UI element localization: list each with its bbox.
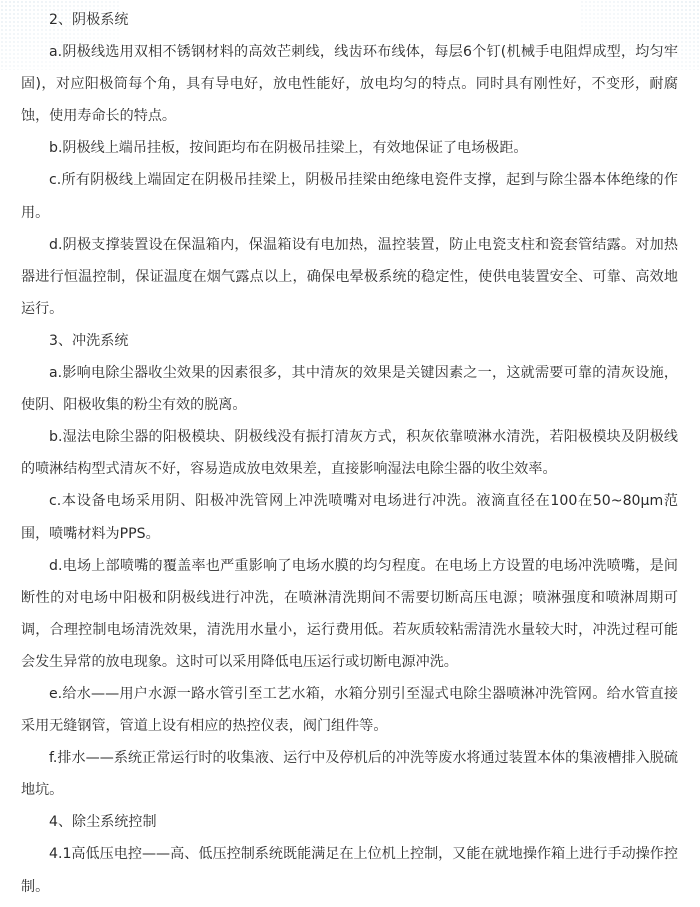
paragraph-flushing-b: b.湿法电除尘器的阳极模块、阴极线没有振打清灰方式，积灰依靠喷淋水清洗，若阳极模块及阴极线的喷淋结构型式清灰不好，容易造成放电效果差，直接影响湿法电除尘器的收尘效率。 xyxy=(21,429,678,478)
paragraph-cathode-a: a.阴极线选用双相不锈钢材料的高效芒刺线，线齿环布线体，每层6个钉(机械手电阻焊成型，均匀牢固)，对应阳极筒每个角，具有导电好，放电性能好，放电均匀的特点。同时具有刚性好，不变形，耐腐蚀，使用寿命长的特点。 xyxy=(21,44,678,125)
section-heading-cathode-system: 2、阴极系统 xyxy=(49,12,129,28)
section-heading-dust-control: 4、除尘系统控制 xyxy=(49,814,157,831)
paragraph-flushing-d: d.电场上部喷嘴的覆盖率也严重影响了电场水膜的均匀程度。在电场上方设置的电场冲洗喷嘴，是间断性的对电场中阳极和阴极线进行冲洗，在喷淋清洗期间不需要切断高压电源；喷淋强度和喷淋周期可调，合理控制电场清洗效果，清洗用水量小，运行费用低。若灰质较粘需清洗水量较大时，冲洗过程可能会发生异常的放电现象。这时可以采用降低电压运行或切断电源冲洗。 xyxy=(21,557,678,670)
paragraph-cathode-b: b.阴极线上端吊挂板，按间距均布在阴极吊挂梁上，有效地保证了电场极距。 xyxy=(49,140,528,157)
paragraph-control-4-1: 4.1高低压电控——高、低压控制系统既能满足在上位机上控制，又能在就地操作箱上进行手动操作控制。 xyxy=(21,846,678,895)
section-heading-flushing-system: 3、冲洗系统 xyxy=(49,332,129,349)
paragraph-flushing-f: f.排水——系统正常运行时的收集液、运行中及停机后的冲洗等废水将通过装置本体的集液槽排入脱硫地坑。 xyxy=(21,750,678,799)
paragraph-cathode-d: d.阴极支撑装置设在保温箱内，保温箱设有电加热，温控装置，防止电瓷支柱和瓷套管结露。对加热器进行恒温控制，保证温度在烟气露点以上，确保电晕极系统的稳定性，使供电装置安全、可靠、高效地运行。 xyxy=(21,236,678,317)
paragraph-cathode-c: c.所有阴极线上端固定在阴极吊挂梁上，阴极吊挂梁由绝缘电瓷件支撑，起到与除尘器本体绝缘的作用。 xyxy=(21,172,678,221)
paragraph-flushing-a: a.影响电除尘器收尘效果的因素很多，其中清灰的效果是关键因素之一，这就需要可靠的清灰设施，使阴、阳极收集的粉尘有效的脱离。 xyxy=(21,365,678,414)
paragraph-flushing-c: c.本设备电场采用阴、阳极冲洗管网上冲洗喷嘴对电场进行冲洗。液滴直径在100在50~80μm范围，喷嘴材料为PPS。 xyxy=(21,493,678,542)
paragraph-flushing-e: e.给水——用户水源一路水管引至工艺水箱，水箱分别引至湿式电除尘器喷淋冲洗管网。给水管直接采用无缝钢管，管道上设有相应的热控仪表，阀门组件等。 xyxy=(21,685,678,735)
